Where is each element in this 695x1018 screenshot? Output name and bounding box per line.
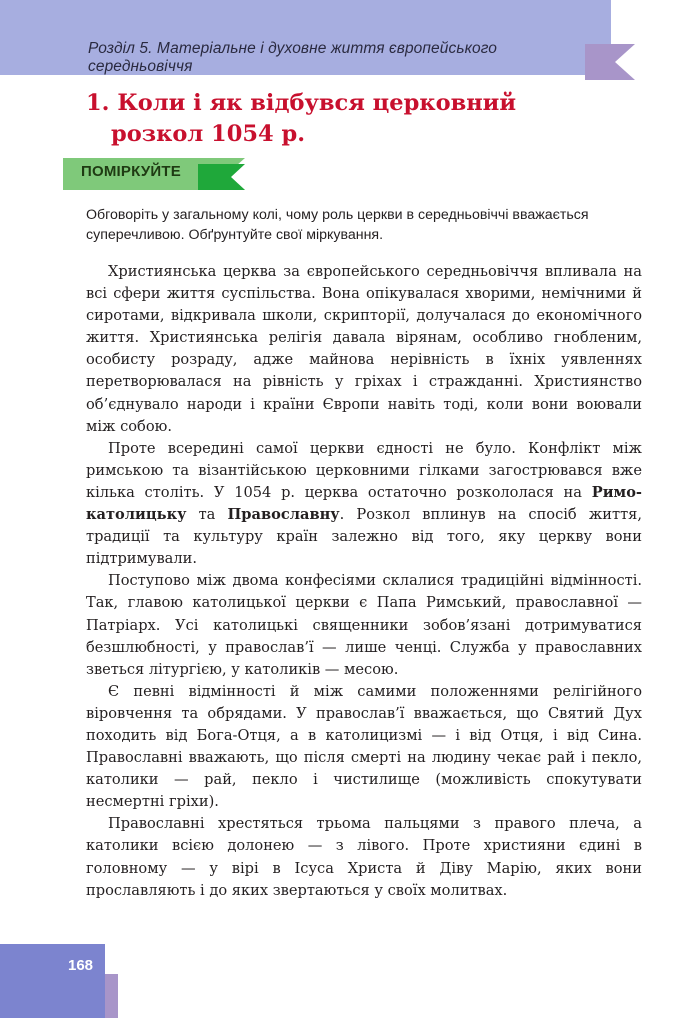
paragraph-2-part1: Проте всередині самої церкви єдності не було. Конфлікт між римською та візантійською церковними гілками загострювався вже кілька століть. У 1054 р. церква остаточно розкололася на [86, 439, 642, 501]
paragraph-4: Є певні відмінності й між самими положеннями релігійного віровчення та обрядами. У православ’ї вважається, що Святий Дух походить від Бога-Отця, а в католицизмі — і від Отця, і від Сина. Православні вважають, що після смерті на людину чекає рай і пекло, католики — рай, пекло і чистилище (можливість спокутувати несмертні гріхи). [86, 682, 642, 811]
lesson-title-line2: розкол 1054 р. [111, 121, 306, 147]
page-number: 168 [68, 957, 94, 974]
lesson-title [86, 88, 586, 150]
paragraph-5: Православні хрестяться трьома пальцями з правого плеча, а католики всією долонею — з лівого. Проте християни єдині в головному — у вірі в Ісуса Христа й Діву Марію, яких вони прославляють і до яких звертаються у своїх молитвах. [86, 815, 642, 899]
main-text [86, 261, 642, 902]
paragraph-3: Поступово між двома конфесіями склалися традиційні відмінності. Так, главою католицької церкви є Папа Римський, православної — Патріарх. Усі католицькі священники зобов’язані дотримуватися безшлюбності, у православ’ї — лише ченці. Служба у православних зветься літургією, у католиків — месою. [86, 572, 642, 678]
lesson-title-line1: 1. Коли і як відбувся церковний [86, 90, 517, 116]
page-number-tab [0, 944, 105, 1018]
paragraph-1: Християнська церква за європейського середньовіччя впливала на всі сфери життя суспільства. Вона опікувалася хворими, немічними й сиротами, відкривала школи, скрипторії, долучалася до економічного життя. Християнська релігія давала вірянам, особливо гнобленим, особисту розраду, адже майнова нерівність в їхніх уявленнях перетворювалася на рівність у гріхах і стражданні. Християнство об’єднувало народи і країни Європи навіть тоді, коли вони воювали між собою. [86, 263, 642, 435]
discussion-task: Обговоріть у загальному колі, чому роль церкви в середньовіччі вважається суперечливою. Обґрунтуйте свої міркування. [86, 207, 589, 243]
section-title: Розділ 5. Матеріальне і духовне життя європейського середньовіччя [88, 40, 498, 75]
term-roman-catholic: Римо-католицьку [86, 483, 642, 524]
paragraph-2-part3: . Розкол вплинув на спосіб життя, традиції та культуру країн залежно від того, яку церкву вони підтримували. [86, 506, 642, 568]
paragraph-2 [86, 438, 642, 571]
header-ribbon-decoration [585, 44, 635, 80]
paragraph-2-part2: та [186, 506, 228, 524]
think-label: ПОМІРКУЙТЕ [81, 163, 181, 180]
term-orthodox: Православну [227, 506, 340, 524]
page-tab-strip [105, 974, 118, 1018]
